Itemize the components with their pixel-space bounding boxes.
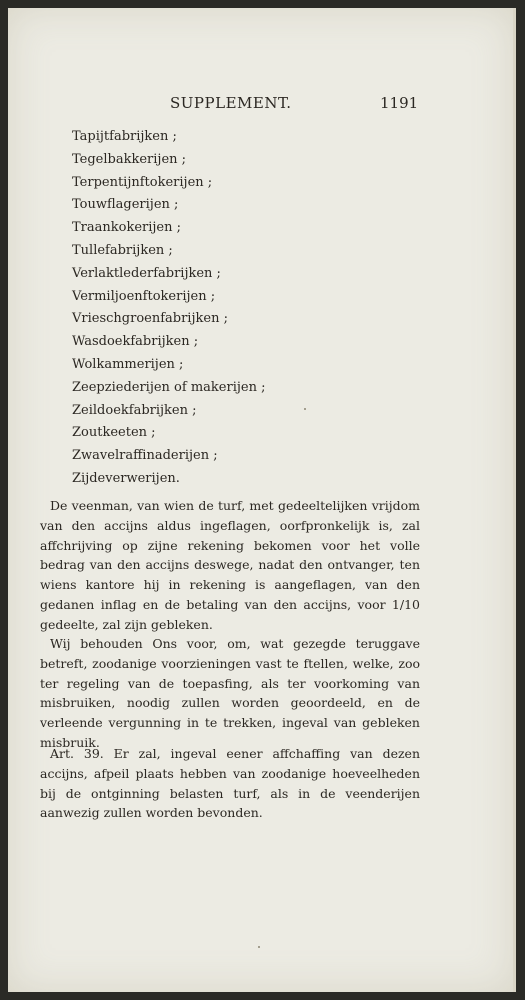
list-item: Traankokerijen ;	[72, 220, 182, 236]
list-item: Vrieschgroenfabrijken ;	[72, 311, 228, 327]
page-header	[8, 94, 513, 116]
list-item: Vermiljoenftokerijen ;	[72, 288, 216, 304]
list-item: Touwflagerijen ;	[72, 197, 179, 213]
paragraph-article-39: Art. 39. Er zal, ingeval eener affchaffing van dezen accijns, afpeil plaats hebben van zoodanige hoeveelheden bij de ontginning belasten turf, als in de veenderijen aanwezig zullen worden bevonden.	[40, 746, 420, 821]
list-item: Tegelbakkerijen ;	[72, 151, 187, 167]
running-title: SUPPLEMENT.	[170, 94, 292, 112]
list-item: Wolkammerijen ;	[72, 356, 184, 372]
paragraph-teruggave: Wij behouden Ons voor, om, wat gezegde teruggave betreft, zoodanige voorzieningen vast te ftellen, welke, zoo ter regeling van de toepasfing, als ter voorkoming van misbruiken, noodig zullen worden geoordeeld, en de verleende vergunning in te trekken, ingeval van gebleken misbruik.	[40, 636, 420, 750]
list-item: Wasdoekfabrijken ;	[72, 334, 199, 350]
list-item: Zoutkeeten ;	[72, 425, 156, 441]
paper-speck	[304, 408, 306, 410]
list-item: Verlaktlederfabrijken ;	[72, 265, 221, 281]
list-item: Tullefabrijken ;	[72, 242, 173, 258]
paper-speck	[258, 946, 260, 948]
industry-list	[72, 126, 265, 491]
page-number: 1191	[380, 94, 419, 112]
book-page	[8, 8, 516, 992]
paragraph-veenman: De veenman, van wien de turf, met gedeeltelijken vrijdom van den accijns aldus ingeflagen, oorfpronkelijk is, zal affchrijving op zijne rekening bekomen voor het volle bedrag van den accijns deswege, nadat den ontvanger, ten wiens kantore hij in rekening is aangeflagen, van den gedanen inflag en de betaling van den accijns, voor 1/10 gedeelte, zal zijn gebleken.	[40, 498, 420, 632]
list-item: Terpentijnftokerijen ;	[72, 174, 213, 190]
list-item: Zeildoekfabrijken ;	[72, 402, 197, 418]
list-item: Zwavelraffinaderijen ;	[72, 448, 218, 464]
list-item: Tapijtfabrijken ;	[72, 129, 177, 144]
list-item: Zijdeverwerijen.	[72, 470, 180, 486]
list-item: Zeepziederijen of makerijen ;	[72, 379, 266, 395]
